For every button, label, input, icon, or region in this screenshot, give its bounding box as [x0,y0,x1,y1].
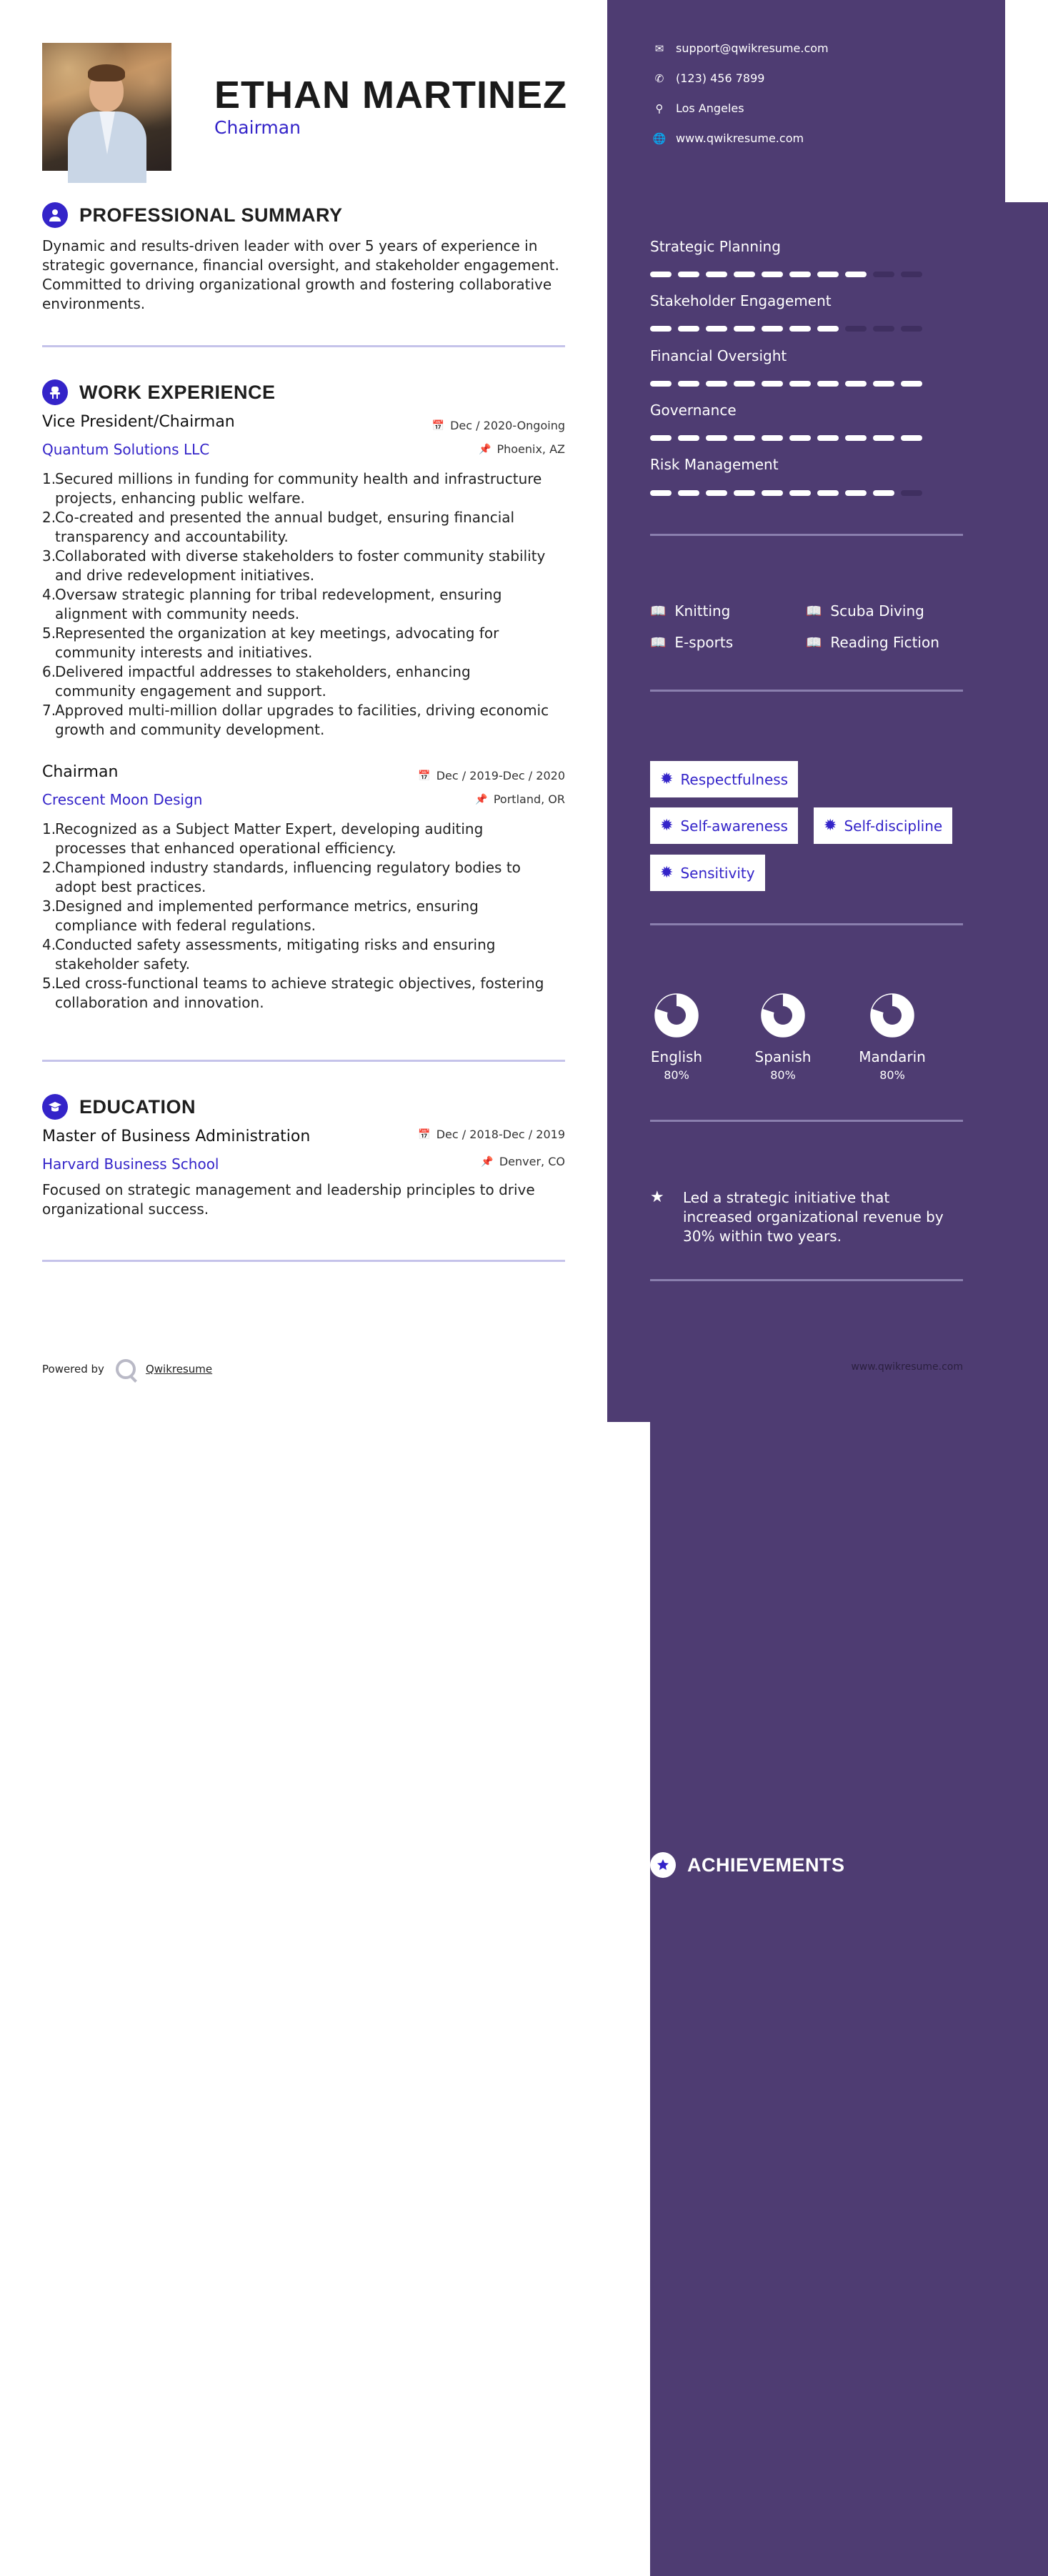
divider [650,923,963,925]
divider [650,534,963,536]
skill-dash-filled [762,272,783,277]
pie-hole [883,1006,902,1025]
skill-dash-filled [650,272,672,277]
badge-icon: ✹ [660,817,674,835]
skill-dash-filled [817,272,839,277]
candidate-name: ETHAN MARTINEZ [214,74,567,116]
job-bullets [42,469,571,740]
skill-dash-filled [873,435,894,441]
medal-icon [650,1852,676,1878]
calendar-icon: 📅 [418,1128,431,1140]
contact-location: ⚲ Los Angeles [650,101,744,115]
skill-dash-filled [650,326,672,332]
contact-website[interactable]: 🌐 www.qwikresume.com [650,131,804,145]
skill-dash-filled [734,490,755,496]
job-location: 📌 Phoenix, AZ [479,442,565,456]
pin-icon: 📌 [479,443,491,455]
divider [650,1279,963,1281]
skill-name: Financial Oversight [650,347,787,364]
skill-dash-filled [901,435,922,441]
skill-rating [650,490,929,496]
list-item: 3. Collaborated with diverse stakeholders to foster community stability and drive redevelopment initiatives. [42,547,546,584]
divider [650,1120,963,1122]
achievement-item: ★ Led a strategic initiative that increased organizational revenue by 30% within two years. [650,1188,944,1245]
skill-dash-empty [873,326,894,332]
skill-name: Risk Management [650,456,779,473]
skill-dash-filled [789,381,811,387]
achievements-heading: ACHIEVEMENTS [650,1154,1048,2576]
skill-dash-filled [734,272,755,277]
skill-dash-filled [817,490,839,496]
book-icon: 📖 [650,635,667,650]
skill-dash-filled [762,381,783,387]
list-item: 6. Delivered impactful addresses to stakeholders, enhancing community engagement and support. [42,663,471,700]
skill-rating [650,326,929,332]
job-date: 📅 Dec / 2019-Dec / 2020 [418,769,565,782]
list-item: 1. Recognized as a Subject Matter Expert, developing auditing processes that enhanced operational efficiency. [42,820,484,857]
education-location: 📌 Denver, CO [481,1155,565,1168]
job-location: 📌 Portland, OR [475,792,565,806]
language-proficiency-pie [869,993,915,1038]
summary-text: Dynamic and results-driven leader with over 5 years of experience in strategic governance, financial oversight, and stakeholder engagement. Committed to driving organizational growth and fostering collaborative environments. [42,237,559,312]
strength-chip: ✹ Respectfulness [650,761,798,797]
strength-chip: ✹ Self-awareness [650,807,798,844]
language-proficiency-pie [760,993,806,1038]
phone-icon: ✆ [654,71,664,85]
badge-icon: ✹ [660,770,674,788]
user-icon [42,202,68,228]
divider [42,345,565,347]
skill-dash-filled [845,272,867,277]
skill-dash-filled [706,326,727,332]
skill-dash-filled [650,490,672,496]
list-item: 3. Designed and implemented performance metrics, ensuring compliance with federal regulations. [42,897,479,934]
calendar-icon: 📅 [418,770,431,782]
pie-hole [667,1006,686,1025]
education-description: Focused on strategic management and leadership principles to drive organizational success. [42,1181,535,1218]
experience-heading: WORK EXPERIENCE [42,379,276,405]
skill-dash-filled [762,435,783,441]
pie-hole [774,1006,792,1025]
skill-dash-filled [678,381,699,387]
graduation-icon [42,1094,68,1120]
divider [42,1060,565,1062]
star-icon: ★ [650,1188,664,1206]
interest-item: 📖 Reading Fiction [806,634,939,651]
calendar-icon: 📅 [431,419,445,432]
contact-phone[interactable]: ✆ (123) 456 7899 [650,71,764,85]
skill-dash-empty [901,326,922,332]
interest-item: 📖 Scuba Diving [806,602,924,620]
skill-name: Governance [650,402,737,419]
skill-dash-filled [817,435,839,441]
skill-dash-filled [734,435,755,441]
job-bullets [42,820,571,1013]
qwikresume-link[interactable]: Qwikresume [145,1363,213,1376]
language-item: English 80% [637,993,716,1082]
school-name: Harvard Business School [42,1155,219,1173]
skill-dash-filled [678,435,699,441]
skill-dash-filled [678,272,699,277]
pin-icon: 📌 [475,793,488,805]
list-item: 1. Secured millions in funding for community health and infrastructure projects, enhancing public welfare. [42,470,542,507]
skill-dash-filled [789,435,811,441]
interest-item: 📖 Knitting [650,602,731,620]
skill-dash-filled [789,272,811,277]
contact-email[interactable]: ✉ support@qwikresume.com [650,41,829,55]
strength-chip: ✹ Self-discipline [814,807,952,844]
language-item: Mandarin 80% [853,993,932,1082]
skill-dash-filled [650,381,672,387]
job-title: Chairman [42,763,119,781]
book-icon: 📖 [650,603,667,619]
list-item: 7. Approved multi-million dollar upgrades to facilities, driving economic growth and community development. [42,702,549,738]
skill-dash-filled [901,381,922,387]
book-icon: 📖 [806,603,822,619]
skill-dash-filled [706,272,727,277]
list-item: 2. Championed industry standards, influencing regulatory bodies to adopt best practices. [42,859,521,895]
list-item: 2. Co-created and presented the annual budget, ensuring financial transparency and accountability. [42,509,515,545]
skill-dash-filled [845,435,867,441]
skill-dash-filled [845,381,867,387]
location-pin-icon: ⚲ [655,101,664,115]
divider [42,1260,565,1262]
skill-rating [650,381,929,387]
skill-name: Strategic Planning [650,238,781,255]
skill-dash-empty [873,272,894,277]
badge-icon: ✹ [824,817,837,835]
skill-dash-filled [762,326,783,332]
qwikresume-logo-icon [116,1359,136,1379]
list-item: 5. Led cross-functional teams to achieve strategic objectives, fostering collaboration and innovation. [42,975,544,1011]
chair-icon [42,379,68,405]
globe-icon: 🌐 [652,131,667,145]
degree-title: Master of Business Administration [42,1128,311,1145]
company-name: Quantum Solutions LLC [42,441,210,458]
skill-dash-filled [650,435,672,441]
skill-dash-filled [789,490,811,496]
strength-chip: ✹ Sensitivity [650,855,765,891]
skill-dash-filled [706,490,727,496]
skill-dash-filled [762,490,783,496]
skill-dash-filled [873,381,894,387]
profile-photo [42,43,171,171]
skill-dash-empty [901,490,922,496]
skill-dash-filled [678,326,699,332]
skill-name: Stakeholder Engagement [650,292,832,309]
skill-dash-filled [678,490,699,496]
job-date: 📅 Dec / 2020-Ongoing [431,419,565,432]
footer-powered-by: Powered by Qwikresume [42,1359,212,1379]
education-heading: EDUCATION [42,1094,196,1120]
book-icon: 📖 [806,635,822,650]
skill-rating [650,272,929,277]
skill-rating [650,435,929,441]
skill-dash-filled [789,326,811,332]
email-icon: ✉ [654,41,664,55]
badge-icon: ✹ [660,864,674,882]
divider [650,690,963,692]
candidate-title: Chairman [214,117,301,138]
company-name: Crescent Moon Design [42,791,203,808]
skill-dash-filled [817,326,839,332]
skill-dash-filled [817,381,839,387]
skill-dash-filled [706,381,727,387]
list-item: 5. Represented the organization at key meetings, advocating for community interests and initiatives. [42,625,499,661]
interest-item: 📖 E-sports [650,634,734,651]
list-item: 4. Conducted safety assessments, mitigating risks and ensuring stakeholder safety. [42,936,496,973]
skill-dash-filled [734,381,755,387]
language-proficiency-pie [654,993,699,1038]
language-item: Spanish 80% [744,993,822,1082]
list-item: 4. Oversaw strategic planning for tribal redevelopment, ensuring alignment with community needs. [42,586,502,622]
skill-dash-empty [901,272,922,277]
pin-icon: 📌 [481,1155,494,1168]
skill-dash-filled [873,490,894,496]
skill-dash-filled [706,435,727,441]
footer-website[interactable]: www.qwikresume.com [851,1361,963,1373]
main-column [0,0,607,1422]
education-date: 📅 Dec / 2018-Dec / 2019 [418,1128,565,1141]
summary-heading: PROFESSIONAL SUMMARY [42,202,343,228]
skill-dash-filled [845,490,867,496]
job-title: Vice President/Chairman [42,413,235,431]
skill-dash-empty [845,326,867,332]
skill-dash-filled [734,326,755,332]
